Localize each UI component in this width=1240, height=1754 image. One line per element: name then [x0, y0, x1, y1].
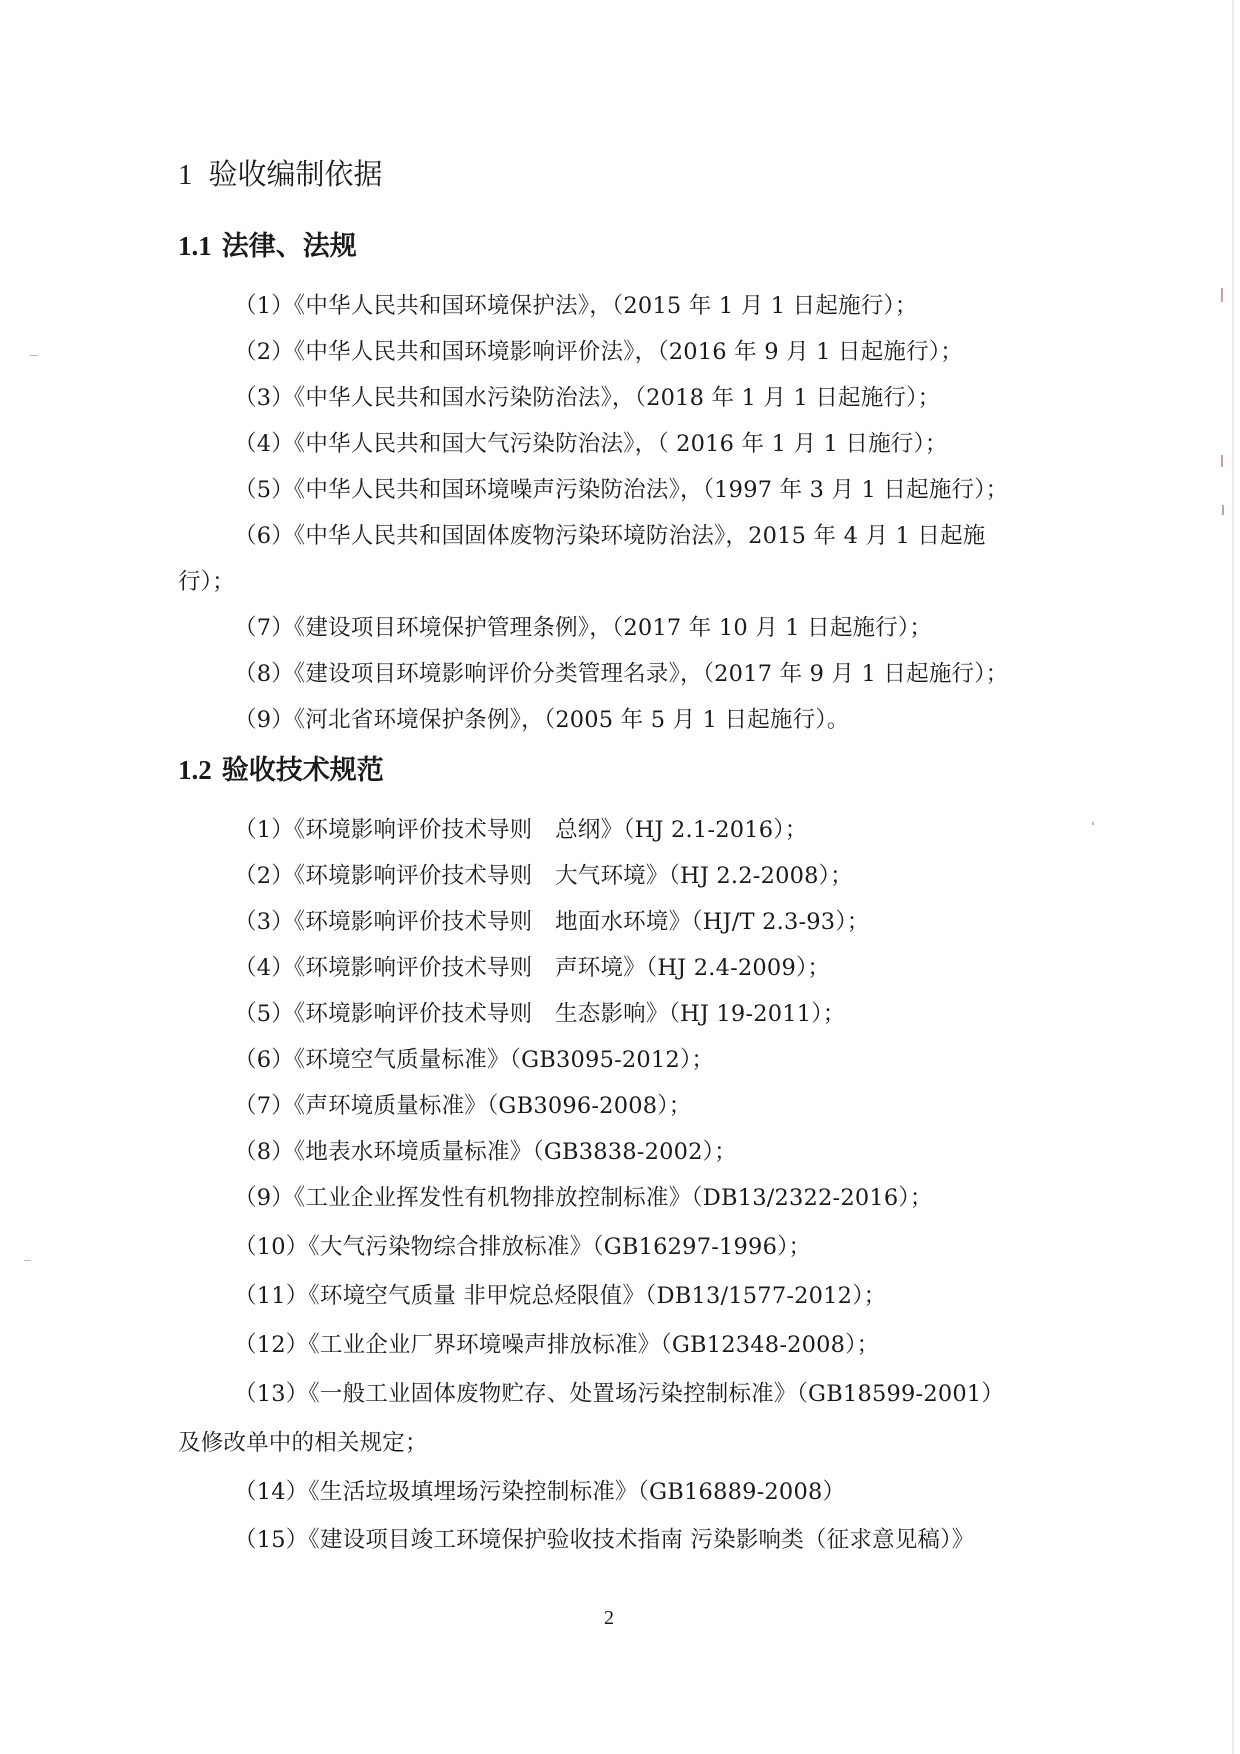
law-item: （3）《中华人民共和国水污染防治法》，（2018 年 1 月 1 日起施行）；	[234, 385, 941, 411]
heading-1-1-number: 1.1	[178, 231, 212, 261]
standard-item: （10）《大气污染物综合排放标准》（GB16297-1996）；	[234, 1234, 812, 1260]
standard-item: （14）《生活垃圾填埋场污染控制标准》（GB16889-2008）	[234, 1479, 846, 1505]
heading-1-2-number: 1.2	[178, 755, 212, 785]
scan-edge	[1232, 0, 1234, 1754]
heading-1-number: 1	[178, 159, 193, 191]
standard-item: （15）《建设项目竣工环境保护验收技术指南 污染影响类（征求意见稿）》	[234, 1527, 975, 1553]
heading-1-1	[178, 224, 357, 263]
law-item: （8）《建设项目环境影响评价分类管理名录》，（2017 年 9 月 1 日起施行）；	[234, 661, 1009, 687]
scan-artifact	[1221, 288, 1223, 302]
standard-item: （8）《地表水环境质量标准》（GB3838-2002）；	[234, 1139, 737, 1165]
heading-1-2	[178, 748, 384, 787]
law-item: （7）《建设项目环境保护管理条例》，（2017 年 10 月 1 日起施行）；	[234, 615, 933, 641]
law-item: （5）《中华人民共和国环境噪声污染防治法》，（1997 年 3 月 1 日起施行）；	[234, 477, 1009, 503]
scan-artifact	[24, 1260, 31, 1261]
standard-item: （12）《工业企业厂界环境噪声排放标准》（GB12348-2008）；	[234, 1332, 880, 1358]
standard-item: （5）《环境影响评价技术导则 生态影响》（HJ 19-2011）；	[234, 1001, 846, 1027]
scan-artifact	[1092, 822, 1094, 825]
standard-item: （11）《环境空气质量 非甲烷总烃限值》（DB13/1577-2012）；	[234, 1283, 887, 1309]
standard-item: （2）《环境影响评价技术导则 大气环境》（HJ 2.2-2008）；	[234, 863, 853, 889]
standard-item: （1）《环境影响评价技术导则 总纲》（HJ 2.1-2016）；	[234, 817, 808, 843]
heading-1-2-title: 验收技术规范	[221, 755, 384, 786]
standard-item: （6）《环境空气质量标准》（GB3095-2012）；	[234, 1047, 715, 1073]
law-item: （9）《河北省环境保护条例》，（2005 年 5 月 1 日起施行）。	[234, 707, 850, 733]
standard-item: （13）《一般工业固体废物贮存、处置场污染控制标准》（GB18599-2001）	[234, 1381, 1005, 1407]
standard-item: （9）《工业企业挥发性有机物排放控制标准》（DB13/2322-2016）；	[234, 1185, 933, 1211]
law-item: （4）《中华人民共和国大气污染防治法》，（ 2016 年 1 月 1 日施行）；	[234, 431, 948, 457]
heading-1	[178, 152, 383, 193]
law-item: （6）《中华人民共和国固体废物污染环境防治法》，2015 年 4 月 1 日起施	[234, 523, 986, 549]
heading-1-text: 验收编制依据	[208, 157, 383, 191]
page-number: 2	[604, 1607, 614, 1629]
scan-artifact	[1221, 455, 1223, 467]
standard-item: （3）《环境影响评价技术导则 地面水环境》（HJ/T 2.3-93）；	[234, 909, 870, 935]
standard-item: （4）《环境影响评价技术导则 声环境》（HJ 2.4-2009）；	[234, 955, 831, 981]
law-item: （2）《中华人民共和国环境影响评价法》，（2016 年 9 月 1 日起施行）；	[234, 339, 963, 365]
standard-item: （7）《声环境质量标准》（GB3096-2008）；	[234, 1093, 692, 1119]
scan-artifact	[30, 355, 38, 356]
law-item-continuation: 行）；	[178, 569, 235, 595]
standard-item-continuation: 及修改单中的相关规定；	[178, 1430, 428, 1456]
heading-1-1-title: 法律、法规	[221, 231, 357, 262]
law-item: （1）《中华人民共和国环境保护法》，（2015 年 1 月 1 日起施行）；	[234, 293, 918, 319]
scan-artifact	[1222, 505, 1224, 515]
